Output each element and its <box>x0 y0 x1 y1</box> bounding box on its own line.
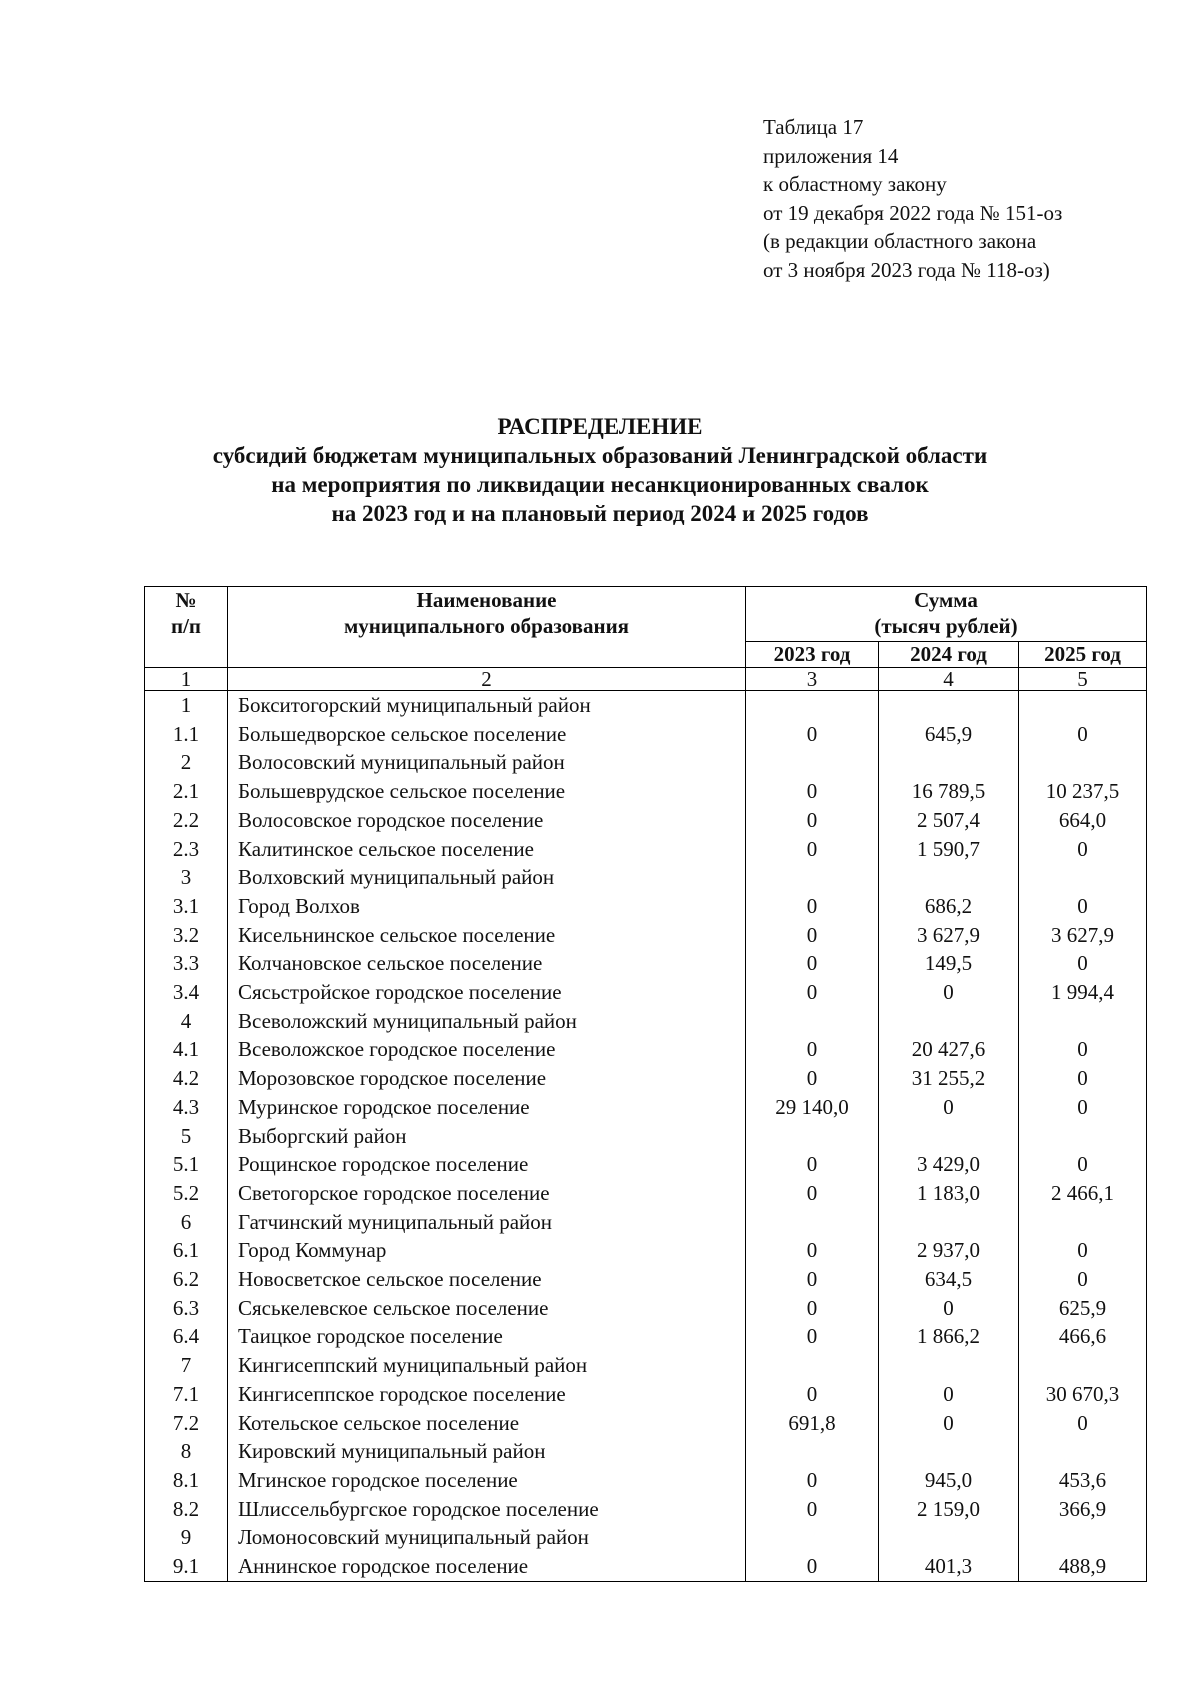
row-number: 6.3 <box>145 1294 228 1323</box>
row-number: 2.3 <box>145 835 228 864</box>
appendix-reference <box>763 113 1062 285</box>
row-number: 3.2 <box>145 921 228 950</box>
amount-2023 <box>746 748 879 777</box>
table-row <box>145 691 1147 720</box>
table-row <box>145 921 1147 950</box>
amount-2023: 0 <box>746 720 879 749</box>
amount-2025: 0 <box>1019 1064 1147 1093</box>
municipality-name: Выборгский район <box>228 1122 746 1151</box>
amount-2024 <box>879 1007 1019 1036</box>
municipality-name: Всеволожский муниципальный район <box>228 1007 746 1036</box>
table-row <box>145 835 1147 864</box>
amount-2023: 0 <box>746 777 879 806</box>
amount-2023 <box>746 863 879 892</box>
municipality-name: Калитинское сельское поселение <box>228 835 746 864</box>
table-row <box>145 949 1147 978</box>
amount-2023: 0 <box>746 1552 879 1581</box>
table-header <box>145 587 1147 691</box>
table-row <box>145 1466 1147 1495</box>
amount-2024: 634,5 <box>879 1265 1019 1294</box>
title-line-3: на мероприятия по ликвидации несанкционированных свалок <box>271 472 929 497</box>
amount-2024: 1 590,7 <box>879 835 1019 864</box>
amount-2024: 2 507,4 <box>879 806 1019 835</box>
column-number: 4 <box>879 668 1019 691</box>
municipality-name: Светогорское городское поселение <box>228 1179 746 1208</box>
amount-2023 <box>746 1351 879 1380</box>
amount-2025: 625,9 <box>1019 1294 1147 1323</box>
row-number: 4.3 <box>145 1093 228 1122</box>
amount-2024 <box>879 1122 1019 1151</box>
amount-2025: 0 <box>1019 1035 1147 1064</box>
municipality-name: Город Волхов <box>228 892 746 921</box>
table-row <box>145 777 1147 806</box>
amount-2024: 0 <box>879 1294 1019 1323</box>
municipality-name: Морозовское городское поселение <box>228 1064 746 1093</box>
amount-2024: 945,0 <box>879 1466 1019 1495</box>
amount-2023: 0 <box>746 978 879 1007</box>
municipality-name: Большедворское сельское поселение <box>228 720 746 749</box>
amount-2023: 0 <box>746 1064 879 1093</box>
column-number: 2 <box>228 668 746 691</box>
municipality-name: Мгинское городское поселение <box>228 1466 746 1495</box>
row-number: 4.2 <box>145 1064 228 1093</box>
header-year-2024: 2024 год <box>879 642 1019 668</box>
amount-2023: 29 140,0 <box>746 1093 879 1122</box>
municipality-name: Волосовское городское поселение <box>228 806 746 835</box>
amount-2025 <box>1019 1351 1147 1380</box>
row-number: 5 <box>145 1122 228 1151</box>
amount-2025 <box>1019 863 1147 892</box>
amount-2024: 2 937,0 <box>879 1236 1019 1265</box>
amount-2024: 20 427,6 <box>879 1035 1019 1064</box>
table-row <box>145 1265 1147 1294</box>
title-line-2: субсидий бюджетам муниципальных образований Ленинградской области <box>212 443 988 468</box>
table-row <box>145 1523 1147 1552</box>
amount-2025: 0 <box>1019 835 1147 864</box>
appendix-line: (в редакции областного закона <box>763 229 1037 254</box>
amount-2024: 0 <box>879 978 1019 1007</box>
document-title <box>0 412 1200 528</box>
municipality-name: Аннинское городское поселение <box>228 1552 746 1581</box>
table-row <box>145 720 1147 749</box>
amount-2023: 0 <box>746 1294 879 1323</box>
amount-2025: 3 627,9 <box>1019 921 1147 950</box>
appendix-line: к областному закону <box>763 172 947 197</box>
amount-2025: 1 994,4 <box>1019 978 1147 1007</box>
amount-2023: 691,8 <box>746 1409 879 1438</box>
distribution-table <box>144 586 1147 1582</box>
amount-2023 <box>746 1122 879 1151</box>
amount-2025: 10 237,5 <box>1019 777 1147 806</box>
table-row <box>145 1552 1147 1581</box>
amount-2024: 0 <box>879 1380 1019 1409</box>
amount-2024 <box>879 863 1019 892</box>
row-number: 9 <box>145 1523 228 1552</box>
table-row <box>145 1093 1147 1122</box>
amount-2025: 466,6 <box>1019 1322 1147 1351</box>
amount-2025: 0 <box>1019 720 1147 749</box>
table-row <box>145 748 1147 777</box>
amount-2025: 664,0 <box>1019 806 1147 835</box>
amount-2023: 0 <box>746 1466 879 1495</box>
header-municipality: Наименование муниципального образования <box>228 587 746 668</box>
amount-2025: 0 <box>1019 1409 1147 1438</box>
table-row <box>145 1322 1147 1351</box>
table-row <box>145 1007 1147 1036</box>
amount-2023: 0 <box>746 1265 879 1294</box>
row-number: 8.1 <box>145 1466 228 1495</box>
amount-2023: 0 <box>746 1179 879 1208</box>
amount-2024: 645,9 <box>879 720 1019 749</box>
table-row <box>145 1351 1147 1380</box>
amount-2023: 0 <box>746 806 879 835</box>
amount-2025 <box>1019 748 1147 777</box>
row-number: 3.3 <box>145 949 228 978</box>
row-number: 1.1 <box>145 720 228 749</box>
amount-2023: 0 <box>746 835 879 864</box>
row-number: 6 <box>145 1208 228 1237</box>
municipality-name: Город Коммунар <box>228 1236 746 1265</box>
amount-2024 <box>879 1437 1019 1466</box>
table-row <box>145 1294 1147 1323</box>
table-row <box>145 1064 1147 1093</box>
amount-2025: 2 466,1 <box>1019 1179 1147 1208</box>
row-number: 8 <box>145 1437 228 1466</box>
amount-2025 <box>1019 1208 1147 1237</box>
table-body <box>145 691 1147 1582</box>
appendix-line: от 19 декабря 2022 года № 151-оз <box>763 200 1063 225</box>
amount-2025: 453,6 <box>1019 1466 1147 1495</box>
amount-2024 <box>879 691 1019 720</box>
row-number: 2.1 <box>145 777 228 806</box>
table-row <box>145 1122 1147 1151</box>
municipality-name: Ломоносовский муниципальный район <box>228 1523 746 1552</box>
amount-2025 <box>1019 1437 1147 1466</box>
row-number: 3.4 <box>145 978 228 1007</box>
amount-2024: 401,3 <box>879 1552 1019 1581</box>
header-year-2025: 2025 год <box>1019 642 1147 668</box>
amount-2025: 0 <box>1019 892 1147 921</box>
amount-2023: 0 <box>746 1035 879 1064</box>
row-number: 9.1 <box>145 1552 228 1581</box>
municipality-name: Сясьстройское городское поселение <box>228 978 746 1007</box>
amount-2025: 488,9 <box>1019 1552 1147 1581</box>
table-row <box>145 1208 1147 1237</box>
header-year-2023: 2023 год <box>746 642 879 668</box>
amount-2023 <box>746 1208 879 1237</box>
amount-2025: 0 <box>1019 1236 1147 1265</box>
amount-2023 <box>746 1007 879 1036</box>
amount-2023: 0 <box>746 949 879 978</box>
amount-2024 <box>879 1523 1019 1552</box>
amount-2023 <box>746 1437 879 1466</box>
amount-2025 <box>1019 1523 1147 1552</box>
amount-2024: 16 789,5 <box>879 777 1019 806</box>
row-number: 5.1 <box>145 1150 228 1179</box>
municipality-name: Гатчинский муниципальный район <box>228 1208 746 1237</box>
row-number: 2 <box>145 748 228 777</box>
amount-2025: 0 <box>1019 1093 1147 1122</box>
table-row <box>145 1495 1147 1524</box>
amount-2024 <box>879 1208 1019 1237</box>
municipality-name: Большеврудское сельское поселение <box>228 777 746 806</box>
municipality-name: Колчановское сельское поселение <box>228 949 746 978</box>
row-number: 5.2 <box>145 1179 228 1208</box>
row-number: 4.1 <box>145 1035 228 1064</box>
amount-2024: 0 <box>879 1409 1019 1438</box>
row-number: 6.1 <box>145 1236 228 1265</box>
municipality-name: Кингисеппский муниципальный район <box>228 1351 746 1380</box>
municipality-name: Волосовский муниципальный район <box>228 748 746 777</box>
table-row <box>145 1236 1147 1265</box>
amount-2023: 0 <box>746 1150 879 1179</box>
column-number: 5 <box>1019 668 1147 691</box>
municipality-name: Волховский муниципальный район <box>228 863 746 892</box>
amount-2024 <box>879 1351 1019 1380</box>
amount-2025: 0 <box>1019 1150 1147 1179</box>
amount-2025: 30 670,3 <box>1019 1380 1147 1409</box>
municipality-name: Всеволожское городское поселение <box>228 1035 746 1064</box>
amount-2023: 0 <box>746 892 879 921</box>
row-number: 6.4 <box>145 1322 228 1351</box>
amount-2024: 3 429,0 <box>879 1150 1019 1179</box>
amount-2025 <box>1019 691 1147 720</box>
row-number: 2.2 <box>145 806 228 835</box>
table-row <box>145 892 1147 921</box>
amount-2024: 0 <box>879 1093 1019 1122</box>
amount-2023: 0 <box>746 921 879 950</box>
amount-2025: 0 <box>1019 949 1147 978</box>
row-number: 6.2 <box>145 1265 228 1294</box>
header-number: № п/п <box>145 587 228 668</box>
column-number-row <box>145 668 1147 691</box>
title-line-4: на 2023 год и на плановый период 2024 и 2025 годов <box>331 501 869 526</box>
amount-2023: 0 <box>746 1322 879 1351</box>
municipality-name: Сяськелевское сельское поселение <box>228 1294 746 1323</box>
table-row <box>145 1409 1147 1438</box>
amount-2025: 366,9 <box>1019 1495 1147 1524</box>
table-row <box>145 1179 1147 1208</box>
table-row <box>145 806 1147 835</box>
title-line-1: РАСПРЕДЕЛЕНИЕ <box>497 414 703 439</box>
row-number: 3 <box>145 863 228 892</box>
appendix-line: приложения 14 <box>763 143 899 168</box>
amount-2024: 3 627,9 <box>879 921 1019 950</box>
column-number: 1 <box>145 668 228 691</box>
municipality-name: Новосветское сельское поселение <box>228 1265 746 1294</box>
table-row <box>145 1035 1147 1064</box>
table-row <box>145 978 1147 1007</box>
municipality-name: Муринское городское поселение <box>228 1093 746 1122</box>
amount-2024: 1 183,0 <box>879 1179 1019 1208</box>
amount-2025 <box>1019 1122 1147 1151</box>
table-row <box>145 1437 1147 1466</box>
amount-2023: 0 <box>746 1380 879 1409</box>
amount-2024 <box>879 748 1019 777</box>
amount-2024: 2 159,0 <box>879 1495 1019 1524</box>
row-number: 7.2 <box>145 1409 228 1438</box>
municipality-name: Бокситогорский муниципальный район <box>228 691 746 720</box>
appendix-line: от 3 ноября 2023 года № 118-оз) <box>763 257 1050 282</box>
amount-2024: 1 866,2 <box>879 1322 1019 1351</box>
municipality-name: Кингисеппское городское поселение <box>228 1380 746 1409</box>
table-row <box>145 863 1147 892</box>
table-row <box>145 1380 1147 1409</box>
amount-2025 <box>1019 1007 1147 1036</box>
row-number: 3.1 <box>145 892 228 921</box>
row-number: 8.2 <box>145 1495 228 1524</box>
amount-2024: 149,5 <box>879 949 1019 978</box>
municipality-name: Шлиссельбургское городское поселение <box>228 1495 746 1524</box>
amount-2023 <box>746 691 879 720</box>
municipality-name: Кировский муниципальный район <box>228 1437 746 1466</box>
amount-2025: 0 <box>1019 1265 1147 1294</box>
municipality-name: Рощинское городское поселение <box>228 1150 746 1179</box>
row-number: 7.1 <box>145 1380 228 1409</box>
table-row <box>145 1150 1147 1179</box>
appendix-line: Таблица 17 <box>763 115 864 139</box>
municipality-name: Кисельнинское сельское поселение <box>228 921 746 950</box>
amount-2023: 0 <box>746 1236 879 1265</box>
header-sum: Сумма (тысяч рублей) <box>746 587 1147 642</box>
row-number: 1 <box>145 691 228 720</box>
municipality-name: Котельское сельское поселение <box>228 1409 746 1438</box>
amount-2024: 686,2 <box>879 892 1019 921</box>
row-number: 7 <box>145 1351 228 1380</box>
amount-2023 <box>746 1523 879 1552</box>
amount-2024: 31 255,2 <box>879 1064 1019 1093</box>
amount-2023: 0 <box>746 1495 879 1524</box>
row-number: 4 <box>145 1007 228 1036</box>
municipality-name: Таицкое городское поселение <box>228 1322 746 1351</box>
column-number: 3 <box>746 668 879 691</box>
